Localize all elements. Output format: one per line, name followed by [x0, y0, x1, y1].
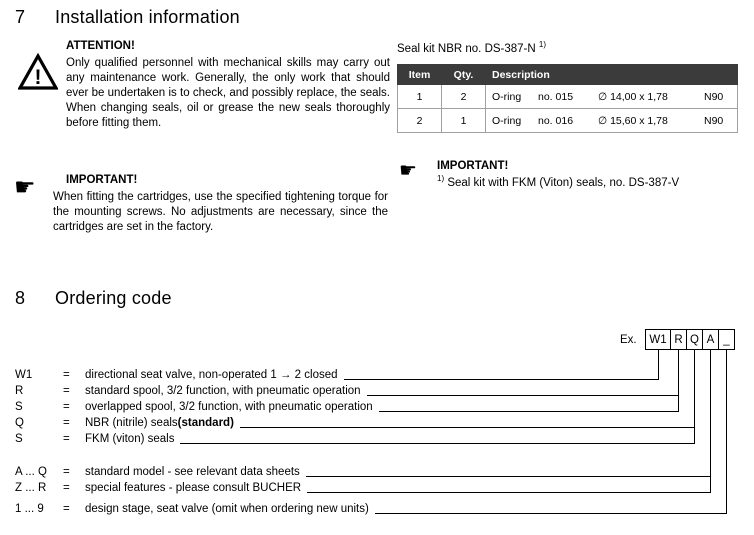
- example-label: Ex.: [620, 334, 637, 346]
- pointing-hand-icon: ☛: [14, 173, 36, 201]
- important-block-left: [14, 174, 388, 235]
- seal-kit-table: [397, 64, 738, 133]
- equals-sign: =: [63, 466, 70, 478]
- table-row: [398, 109, 738, 133]
- code-box-design-stage: _: [718, 329, 735, 350]
- equals-sign: =: [63, 482, 70, 494]
- cell-item: 2: [398, 109, 442, 133]
- ordering-code-legend: [15, 367, 727, 517]
- part-size: ∅ 14,00 x 1,78: [598, 90, 668, 103]
- column-header-item: Item: [398, 65, 442, 85]
- connector-line-horizontal: [180, 431, 695, 444]
- part-name: O-ring: [492, 114, 522, 127]
- legend-code: S: [15, 433, 23, 445]
- legend-row: [15, 501, 727, 517]
- footnote-body: Seal kit with FKM (Viton) seals, no. DS-387-V: [447, 177, 680, 189]
- cell-qty: 2: [442, 85, 486, 109]
- connector-line-horizontal: [379, 399, 679, 412]
- legend-code: Z ... R: [15, 482, 47, 494]
- equals-sign: =: [63, 433, 70, 445]
- seal-kit-footnote-ref: 1): [538, 40, 547, 50]
- seal-kit-title-text: Seal kit NBR no. DS-387-N: [397, 43, 536, 55]
- important-heading: IMPORTANT!: [66, 174, 138, 186]
- table-row: [398, 85, 738, 109]
- equals-sign: =: [63, 401, 70, 413]
- legend-code: R: [15, 385, 24, 397]
- connector-line-horizontal: [375, 501, 727, 514]
- table-header-row: [398, 65, 738, 85]
- code-box-a: A: [702, 329, 719, 350]
- legend-description: standard model - see relevant data sheets: [85, 466, 300, 478]
- seal-kit-title: [397, 40, 547, 55]
- section-7-title: Installation information: [55, 7, 240, 27]
- attention-heading: ATTENTION!: [66, 40, 135, 52]
- code-box-r: R: [670, 329, 687, 350]
- warning-triangle-icon: [18, 53, 58, 94]
- legend-description: standard spool, 3/2 function, with pneumatic operation: [85, 385, 361, 397]
- legend-code: S: [15, 401, 23, 413]
- part-name: O-ring: [492, 90, 522, 103]
- section-8-heading: [15, 288, 172, 309]
- legend-row: [15, 431, 695, 447]
- part-number: no. 015: [538, 90, 574, 103]
- legend-description: design stage, seat valve (omit when ordering new units): [85, 503, 369, 515]
- important-heading: IMPORTANT!: [437, 160, 509, 172]
- connector-line-horizontal: [307, 480, 711, 493]
- connector-line-horizontal: [344, 367, 658, 380]
- legend-row: [15, 399, 679, 415]
- section-7-heading: [15, 7, 240, 28]
- section-7-number: 7: [15, 7, 26, 27]
- legend-code: 1 ... 9: [15, 503, 44, 515]
- attention-body: Only qualified personnel with mechanical skills may carry out any maintenance work. Generally, the only work that should ever be undertaken is to check, and possibly replace, the seals. When changing seals, oil or grease the new seals thoroughly before fitting them.: [66, 57, 390, 129]
- important-body: When fitting the cartridges, use the specified tightening torque for the mounting screws. No adjustments are necessary, since the cartridges are set in the factory.: [53, 191, 388, 233]
- legend-description-bold: (standard): [177, 417, 234, 429]
- legend-row: [15, 415, 695, 431]
- section-8-number: 8: [15, 288, 26, 308]
- footnote-ref: 1): [437, 174, 445, 184]
- part-material: N90: [704, 90, 724, 103]
- connector-line-horizontal: [306, 464, 711, 477]
- warning-exclamation: !: [34, 66, 42, 89]
- code-box-q: Q: [686, 329, 703, 350]
- footnote-text: [437, 174, 744, 189]
- legend-row: [15, 464, 711, 480]
- legend-row: [15, 383, 679, 399]
- connector-line-horizontal: [367, 383, 679, 396]
- connector-line-horizontal: [240, 415, 695, 428]
- section-8-title: Ordering code: [55, 288, 172, 308]
- cell-description: [486, 85, 738, 109]
- column-header-description: Description: [486, 65, 738, 85]
- legend-row: [15, 367, 658, 383]
- part-material: N90: [704, 114, 724, 127]
- legend-code: A ... Q: [15, 466, 47, 478]
- equals-sign: =: [63, 385, 70, 397]
- legend-code: Q: [15, 417, 24, 429]
- equals-sign: =: [63, 503, 70, 515]
- legend-description: FKM (viton) seals: [85, 433, 175, 445]
- column-header-qty: Qty.: [442, 65, 486, 85]
- part-size: ∅ 15,60 x 1,78: [598, 114, 668, 127]
- ordering-code-boxes: [645, 329, 735, 350]
- legend-description: directional seat valve, non-operated 1 → 2 closed: [85, 369, 338, 381]
- cell-description: [486, 109, 738, 133]
- cell-qty: 1: [442, 109, 486, 133]
- important-block-right: [399, 160, 744, 189]
- cell-item: 1: [398, 85, 442, 109]
- equals-sign: =: [63, 417, 70, 429]
- part-number: no. 016: [538, 114, 574, 127]
- legend-code: W1: [15, 369, 33, 381]
- attention-block: [18, 40, 390, 131]
- legend-description: overlapped spool, 3/2 function, with pneumatic operation: [85, 401, 373, 413]
- legend-description: NBR (nitrile) seals: [85, 417, 178, 429]
- code-box-w1: W1: [645, 329, 671, 350]
- pointing-hand-icon: ☛: [399, 158, 417, 182]
- legend-row: [15, 480, 711, 496]
- legend-description: special features - please consult BUCHER: [85, 482, 302, 494]
- equals-sign: =: [63, 369, 70, 381]
